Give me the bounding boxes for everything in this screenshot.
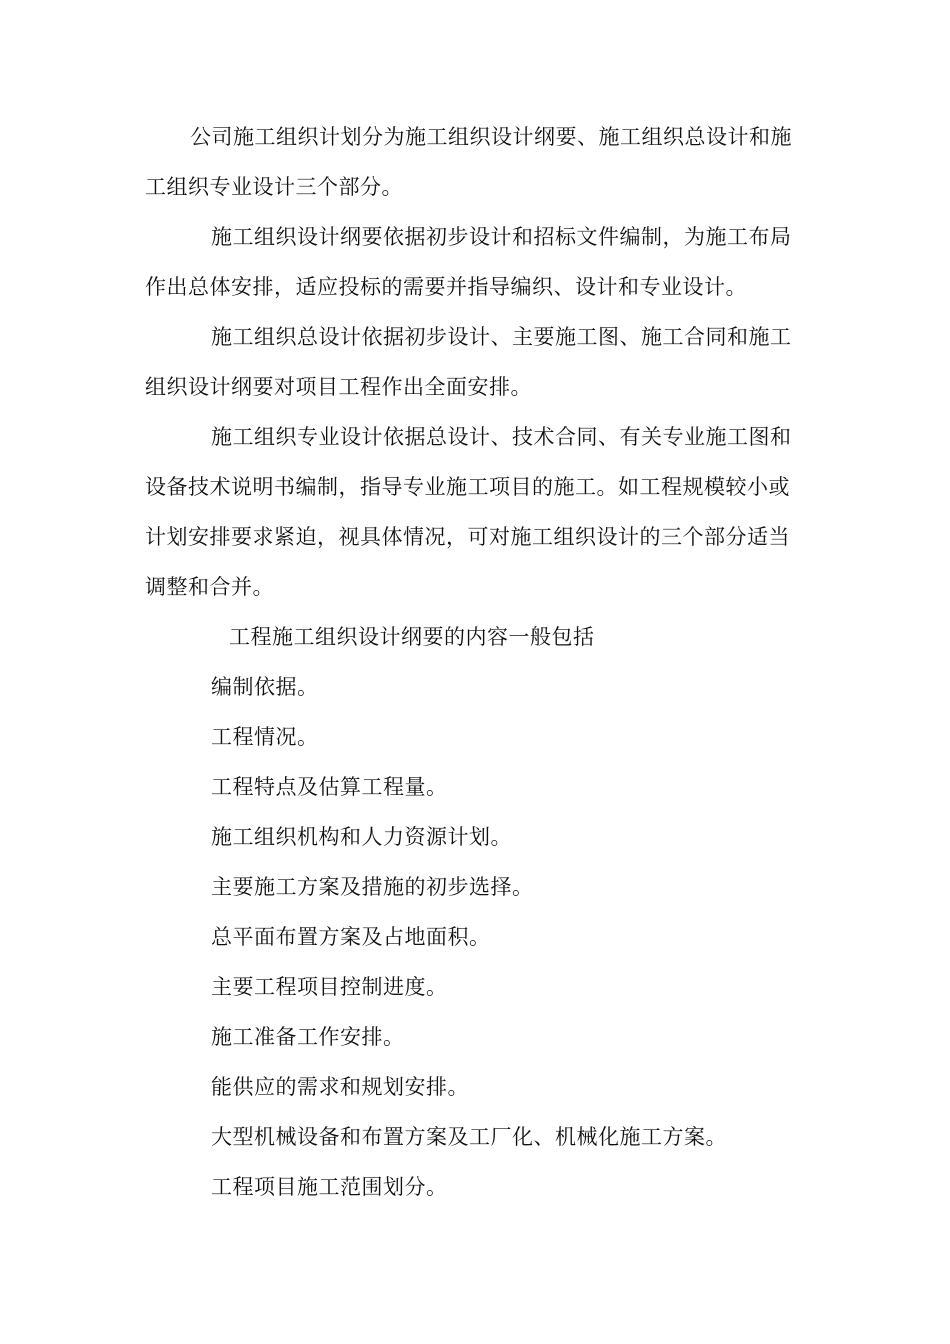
- list-item: 大型机械设备和布置方案及工厂化、机械化施工方案。: [211, 1125, 727, 1149]
- paragraph-1-line-2: 工组织专业设计三个部分。: [145, 175, 403, 199]
- list-item: 工程情况。: [211, 725, 319, 749]
- paragraph-2-line-1: 施工组织设计纲要依据初步设计和招标文件编制，为施工布局: [211, 225, 792, 249]
- list-item: 施工组织机构和人力资源计划。: [211, 825, 512, 849]
- paragraph-4-line-3: 计划安排要求紧迫，视具体情况，可对施工组织设计的三个部分适当: [145, 525, 790, 549]
- list-item: 主要施工方案及措施的初步选择。: [211, 875, 534, 899]
- paragraph-3-line-1: 施工组织总设计依据初步设计、主要施工图、施工合同和施工: [211, 325, 792, 349]
- paragraph-1-line-1: 公司施工组织计划分为施工组织设计纲要、施工组织总设计和施: [190, 125, 792, 149]
- paragraph-4-line-4: 调整和合并。: [145, 575, 274, 599]
- paragraph-3-line-2: 组织设计纲要对项目工程作出全面安排。: [145, 375, 532, 399]
- list-item: 工程项目施工范围划分。: [211, 1175, 448, 1199]
- section-heading: 工程施工组织设计纲要的内容一般包括: [229, 625, 595, 649]
- paragraph-4-line-2: 设备技术说明书编制，指导专业施工项目的施工。如工程规模较小或: [145, 475, 790, 499]
- paragraph-4-line-1: 施工组织专业设计依据总设计、技术合同、有关专业施工图和: [211, 425, 792, 449]
- list-item: 总平面布置方案及占地面积。: [211, 925, 491, 949]
- list-item: 编制依据。: [211, 675, 319, 699]
- list-item: 施工准备工作安排。: [211, 1025, 405, 1049]
- list-item: 工程特点及估算工程量。: [211, 775, 448, 799]
- paragraph-2-line-2: 作出总体安排，适应投标的需要并指导编织、设计和专业设计。: [145, 275, 747, 299]
- list-item: 主要工程项目控制进度。: [211, 975, 448, 999]
- list-item: 能供应的需求和规划安排。: [211, 1075, 469, 1099]
